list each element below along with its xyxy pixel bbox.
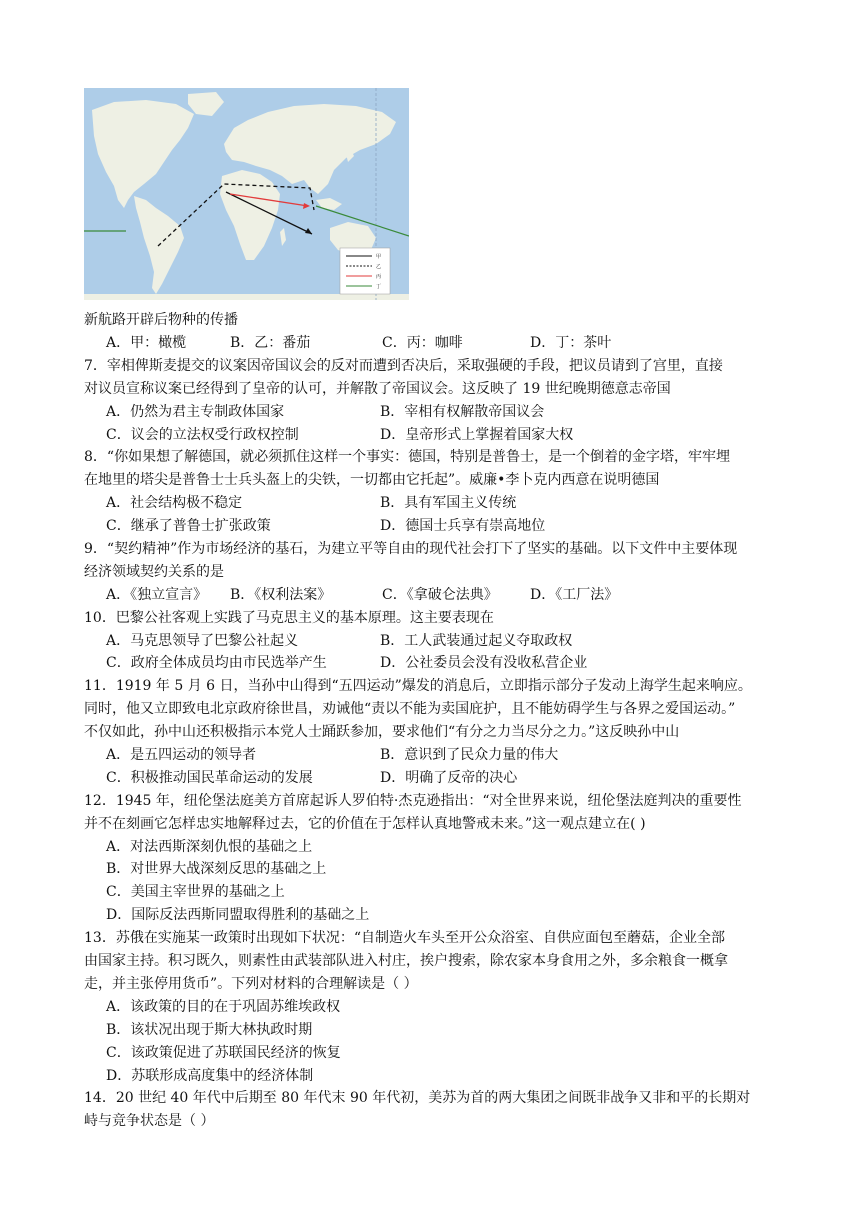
- q6-options: [84, 332, 784, 355]
- q10-option-b: B．工人武装通过起义夺取政权: [380, 632, 573, 649]
- map-legend: [340, 248, 390, 294]
- q10-option-c: C．政府全体成员均由市民选举产生: [106, 655, 327, 672]
- q11-options-row-1: [84, 744, 784, 767]
- q9-option-a: A．《独立宣言》: [106, 586, 208, 603]
- q7-option-d: D．皇帝形式上掌握着国家大权: [380, 426, 574, 443]
- q12-option-b: B．对世界大战深刻反思的基础之上: [106, 861, 327, 878]
- q6-option-b: B．乙：番茄: [230, 335, 311, 351]
- q7-options-row-2: [84, 424, 784, 447]
- q9-stem-line-2: 经济领域契约关系的是: [84, 563, 224, 580]
- question-text-block: [84, 332, 784, 1133]
- q8-options-row-1: [84, 492, 784, 515]
- q10-option-d: D．公社委员会没有没收私营企业: [380, 655, 588, 672]
- q8-option-a: A．社会结构极不稳定: [106, 495, 243, 512]
- q13-stem-line-2: 由国家主持。积习既久，则素性由武装部队进入村庄，挨户搜索，除农家本身食用之外，多余粮食一概拿: [84, 953, 728, 970]
- q11-option-d: D．明确了反帝的决心: [380, 769, 518, 786]
- q11-stem-line-3: 不仅如此，孙中山还积极指示本党人士踊跃参加，要求他们“有分之力当尽分之力。”这反映孙中山: [84, 724, 680, 741]
- q12-stem-line-1: 12．1945 年，纽伦堡法庭美方首席起诉人罗伯特·杰克逊指出：“对全世界来说，纽伦堡法庭判决的重要性: [84, 792, 742, 809]
- q9-option-d: D．《工厂法》: [530, 586, 619, 603]
- q11-stem-line-2: 同时，他又立即致电北京政府徐世昌，劝诫他“责以不能为卖国庇护，且不能妨碍学生与各界之爱国运动。”: [84, 701, 736, 718]
- q13-stem-line-1: 13．苏俄在实施某一政策时出现如下状况：“自制造火车头至开公众浴室、自供应面包至蘑菇，企业全部: [84, 930, 725, 947]
- legend-label-jia: 甲: [376, 254, 382, 260]
- q7-option-c: C．议会的立法权受行政权控制: [106, 426, 299, 443]
- q10-options-row-2: [84, 652, 784, 675]
- q10-options-row-1: [84, 630, 784, 653]
- q6-option-d: D．丁：茶叶: [530, 335, 612, 351]
- q14-stem-line-2: 峙与竞争状态是（ ）: [84, 1113, 215, 1130]
- q9-option-c: C．《拿破仑法典》: [382, 586, 498, 603]
- q10-stem-line-1: 10．巴黎公社客观上实践了马克思主义的基本原理。这主要表现在: [84, 609, 494, 626]
- q12-option-c: C．美国主宰世界的基础之上: [106, 884, 285, 901]
- q14-stem-line-1: 14．20 世纪 40 年代中后期至 80 年代末 90 年代初，美苏为首的两大集团之间既非战争又非和平的长期对: [84, 1090, 751, 1107]
- q10-option-a: A．马克思领导了巴黎公社起义: [106, 632, 299, 649]
- q8-option-c: C．继承了普鲁士扩张政策: [106, 518, 271, 535]
- legend-label-ding: 丁: [376, 284, 382, 290]
- q11-option-b: B．意识到了民众力量的伟大: [380, 747, 559, 764]
- q6-option-a: A．甲：橄榄: [106, 335, 187, 351]
- q7-stem-line-2: 对议员宣称议案已经得到了皇帝的认可，并解散了帝国议会。这反映了 19 世纪晚期德意志帝国: [84, 380, 671, 397]
- q8-stem-line-2: 在地里的塔尖是普鲁士士兵头盔上的尖铁，一切都由它托起”。威廉•李卜克内西意在说明德国: [84, 472, 660, 489]
- map-legend-box: [340, 248, 390, 294]
- world-map-figure: [84, 88, 409, 300]
- q7-options-row-1: [84, 401, 784, 424]
- q13-option-c: C．该政策促进了苏联国民经济的恢复: [106, 1044, 341, 1061]
- q9-options: [84, 584, 784, 607]
- q11-options-row-2: [84, 767, 784, 790]
- q12-option-a: A．对法西斯深刻仇恨的基础之上: [106, 838, 313, 855]
- q13-option-a: A．该政策的目的在于巩固苏维埃政权: [106, 998, 341, 1015]
- map-caption: 新航路开辟后物种的传播: [84, 312, 238, 328]
- q8-option-d: D．德国士兵享有崇高地位: [380, 518, 546, 535]
- q7-stem-line-1: 7．宰相俾斯麦提交的议案因帝国议会的反对而遭到否决后，采取强硬的手段，把议员请到了宫里，直接: [84, 357, 723, 374]
- q9-option-b: B．《权利法案》: [230, 586, 332, 603]
- q11-option-c: C．积极推动国民革命运动的发展: [106, 769, 313, 786]
- antarctica-landmass: [84, 294, 409, 300]
- q13-stem-line-3: 走，并主张停用货币”。下列对材料的合理解读是（ ）: [84, 975, 418, 992]
- q11-stem-line-1: 11．1919 年 5 月 6 日，当孙中山得到“五四运动”爆发的消息后，立即指示部分子发动上海学生起来响应。: [84, 678, 752, 695]
- q8-option-b: B．具有军国主义传统: [380, 495, 517, 512]
- q9-stem-line-1: 9．“契约精神”作为市场经济的基石，为建立平等自由的现代社会打下了坚实的基础。以下文件中主要体现: [84, 541, 738, 558]
- q12-stem-line-2: 并不在刻画它怎样忠实地解释过去，它的价值在于怎样认真地警戒未来。”这一观点建立在( ): [84, 815, 646, 832]
- q6-option-c: C．丙：咖啡: [382, 335, 463, 351]
- q8-options-row-2: [84, 515, 784, 538]
- q12-option-d: D．国际反法西斯同盟取得胜利的基础之上: [106, 907, 370, 924]
- q8-stem-line-1: 8．“你如果想了解德国，就必须抓住这样一个事实：德国，特别是普鲁士，是一个倒着的金字塔，牢牢埋: [84, 449, 731, 466]
- q13-option-b: B．该状况出现于斯大林执政时期: [106, 1021, 313, 1038]
- q7-option-a: A．仍然为君主专制政体国家: [106, 403, 285, 420]
- q11-option-a: A．是五四运动的领导者: [106, 747, 257, 764]
- legend-label-yi: 乙: [376, 264, 382, 270]
- q13-option-d: D．苏联形成高度集中的经济体制: [106, 1067, 314, 1084]
- q7-option-b: B．宰相有权解散帝国议会: [380, 403, 545, 420]
- legend-label-bing: 丙: [376, 274, 382, 280]
